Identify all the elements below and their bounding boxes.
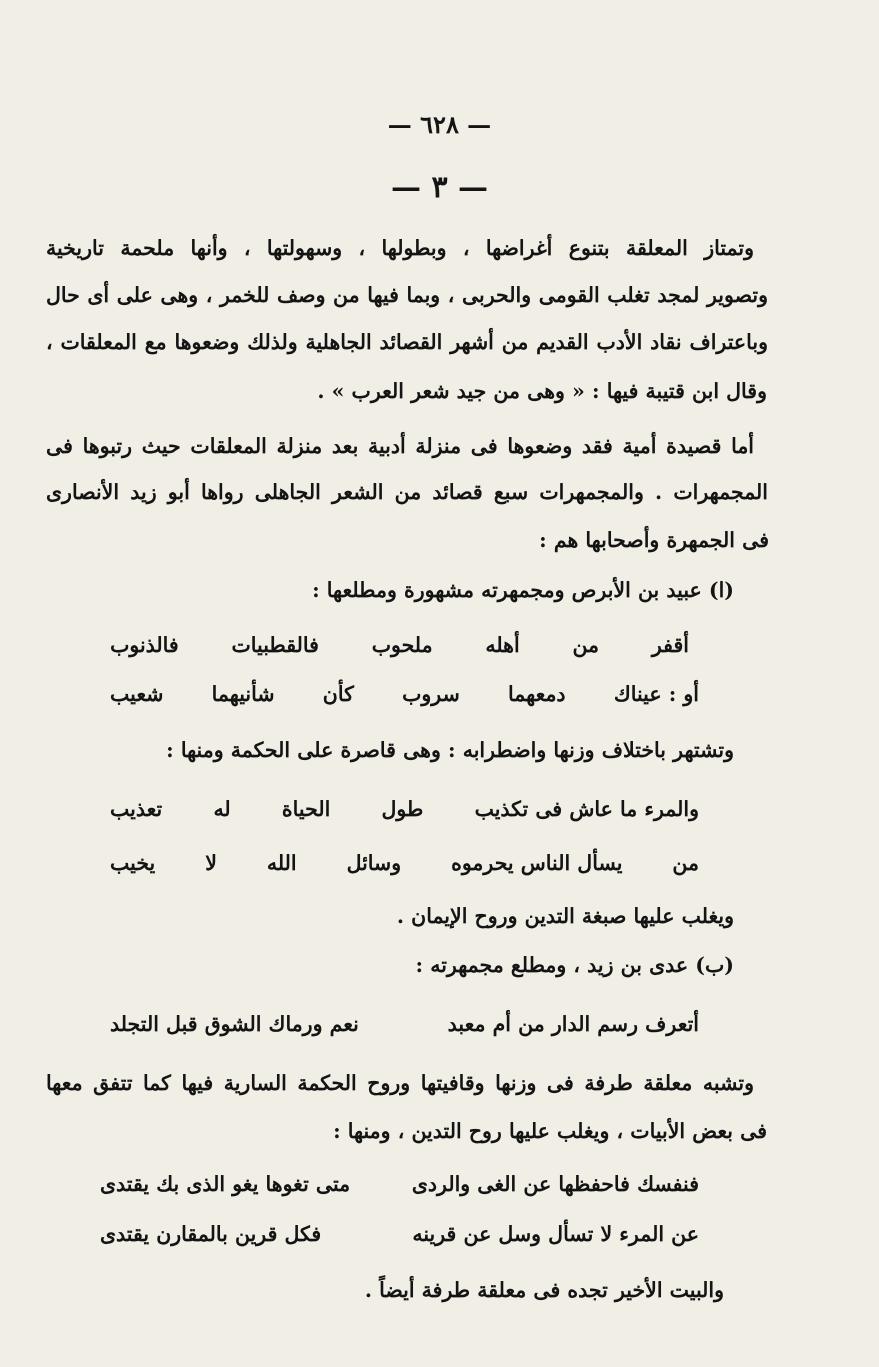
verse-hemistich-first: فنفسك فاحفظها عن الغى والردى [411, 1172, 699, 1196]
text-line: والبيت الأخير تجده فى معلقة طرفة أيضاً . [364, 1278, 724, 1302]
verse-line: والمرء ما عاش فى تكذيب طول الحياة له تعذيب [110, 797, 699, 821]
text-line: ويغلب عليها صبغة التدين وروح الإيمان . [396, 904, 734, 928]
text-line: فى الجمهرة وأصحابها هم : [539, 528, 769, 552]
text-line: أما قصيدة أمية فقد وضعوها فى منزلة أدبية بعد منزلة المعلقات حيث رتبوها فى [46, 434, 754, 458]
verse-line: أو : عيناك دمعهما سروب كأن شأنيهما شعيب [110, 682, 699, 706]
list-item-b: (ب) عدى بن زيد ، ومطلع مجمهرته : [415, 953, 734, 977]
verse-hemistich-second: فكل قرين بالمقارن يقتدى [100, 1222, 322, 1246]
text-line: وباعتراف نقاد الأدب القديم من أشهر القصائد الجاهلية ولذلك وضعوها مع المعلقات ، [46, 330, 768, 354]
text-line: المجمهرات . والمجمهرات سبع قصائد من الشعر الجاهلى رواها أبو زيد الأنصارى [46, 480, 768, 504]
text-line: وتمتاز المعلقة بتنوع أغراضها ، وبطولها ، وسهولتها ، وأنها ملحمة تاريخية [46, 236, 754, 260]
text-line: فى بعض الأبيات ، ويغلب عليها روح التدين ، ومنها : [333, 1119, 767, 1143]
text-line: وتصوير لمجد تغلب القومى والحربى ، وبما فيها من وصف للخمر ، وهى على أى حال [46, 283, 768, 307]
section-number: — ٣ — [390, 170, 489, 205]
page-number: — ٦٢٨ — [387, 110, 492, 139]
verse-hemistich-second: نعم ورماك الشوق قبل التجلد [110, 1012, 359, 1036]
text-line: وتشتهر باختلاف وزنها واضطرابه : وهى قاصرة على الحكمة ومنها : [166, 738, 734, 762]
list-item-a: (ا) عبيد بن الأبرص ومجمهرته مشهورة ومطلعها : [312, 578, 734, 602]
verse-hemistich-first: عن المرء لا تسأل وسل عن قرينه [412, 1222, 699, 1246]
verse-hemistich-first: أتعرف رسم الدار من أم معبد [447, 1012, 699, 1036]
verse-hemistich-second: متى تغوها يغو الذى بك يقتدى [100, 1172, 351, 1196]
text-line: وقال ابن قتيبة فيها : « وهى من جيد شعر العرب » . [317, 379, 767, 403]
verse-line: أقفر من أهله ملحوب فالقطبيات فالذنوب [110, 633, 689, 657]
verse-line: من يسأل الناس يحرموه وسائل الله لا يخيب [110, 851, 699, 875]
text-line: وتشبه معلقة طرفة فى وزنها وقافيتها وروح الحكمة السارية فيها كما تتفق معها [46, 1071, 754, 1095]
